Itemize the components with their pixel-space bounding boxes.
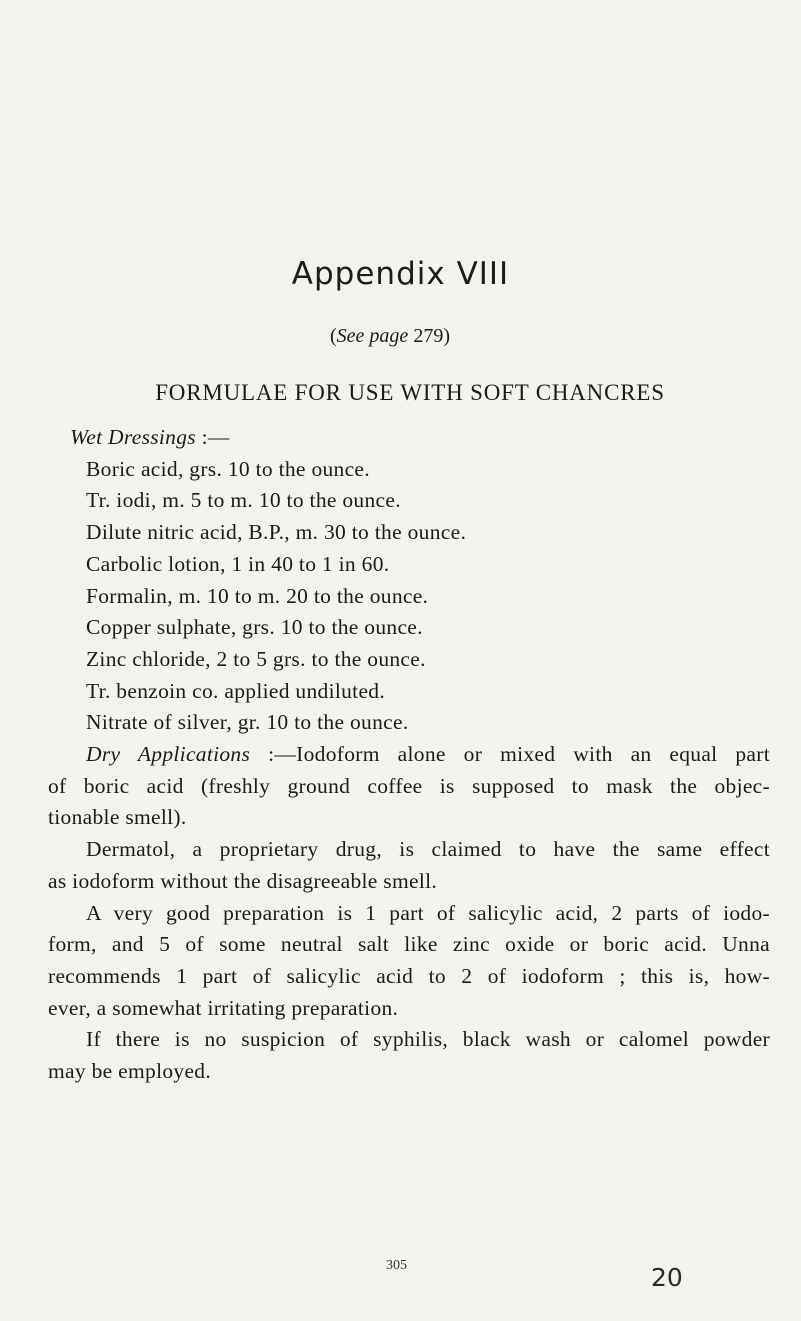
paragraph-line: A very good preparation is 1 part of salicylic acid, 2 parts of iodo- (86, 900, 770, 925)
paragraph-line: If there is no suspicion of syphilis, black wash or calomel powder (86, 1027, 770, 1052)
wet-dressing-item: Zinc chloride, 2 to 5 grs. to the ounce. (86, 646, 426, 671)
dry-applications-label: Dry Applications (86, 742, 251, 767)
wet-dressing-item: Boric acid, grs. 10 to the ounce. (86, 456, 370, 481)
wet-dressing-item: Nitrate of silver, gr. 10 to the ounce. (86, 710, 409, 735)
paragraph-line: form, and 5 of some neutral salt like zinc oxide or boric acid. Unna (48, 932, 770, 957)
wet-dressings-heading (48, 422, 770, 454)
see-page-italic: See page (336, 325, 409, 347)
paragraph-line: Dermatol, a proprietary drug, is claimed to have the same effect (86, 837, 770, 862)
dry-applications-line: tionable smell). (48, 805, 187, 830)
wet-dressing-item: Tr. benzoin co. applied undiluted. (86, 678, 386, 703)
dry-applications-line (48, 739, 770, 771)
body-text (48, 422, 770, 1088)
paragraph-line: may be employed. (48, 1059, 212, 1084)
wet-dressing-item: Formalin, m. 10 to m. 20 to the ounce. (86, 583, 429, 608)
dry-applications-line: of boric acid (freshly ground coffee is supposed to mask the objec- (48, 773, 770, 798)
wet-dressing-item: Copper sulphate, grs. 10 to the ounce. (86, 615, 423, 640)
wet-dressings-suffix: :— (195, 425, 230, 449)
wet-dressing-item: Carbolic lotion, 1 in 40 to 1 in 60. (86, 551, 390, 576)
wet-dressing-item: Dilute nitric acid, B.P., m. 30 to the ounce. (86, 520, 467, 545)
see-page-open: ( (330, 325, 337, 347)
see-page-number: 279) (408, 325, 450, 347)
folio-small: 305 (386, 1258, 407, 1273)
dry-applications-text: :—Iodoform alone or mixed with an equal part (250, 742, 770, 767)
folio-large: 20 (651, 1263, 683, 1292)
see-page-reference (0, 325, 780, 348)
paragraph-line: recommends 1 part of salicylic acid to 2 of iodoform ; this is, how- (48, 963, 770, 988)
page-title: Appendix VIII (291, 256, 510, 292)
wet-dressings-label: Wet Dressings (70, 425, 196, 449)
paragraph-line: as iodoform without the disagreeable smell. (48, 868, 438, 893)
section-heading: FORMULAE FOR USE WITH SOFT CHANCRES (155, 380, 665, 405)
wet-dressing-item: Tr. iodi, m. 5 to m. 10 to the ounce. (86, 488, 401, 513)
paragraph-line: ever, a somewhat irritating preparation. (48, 995, 399, 1020)
